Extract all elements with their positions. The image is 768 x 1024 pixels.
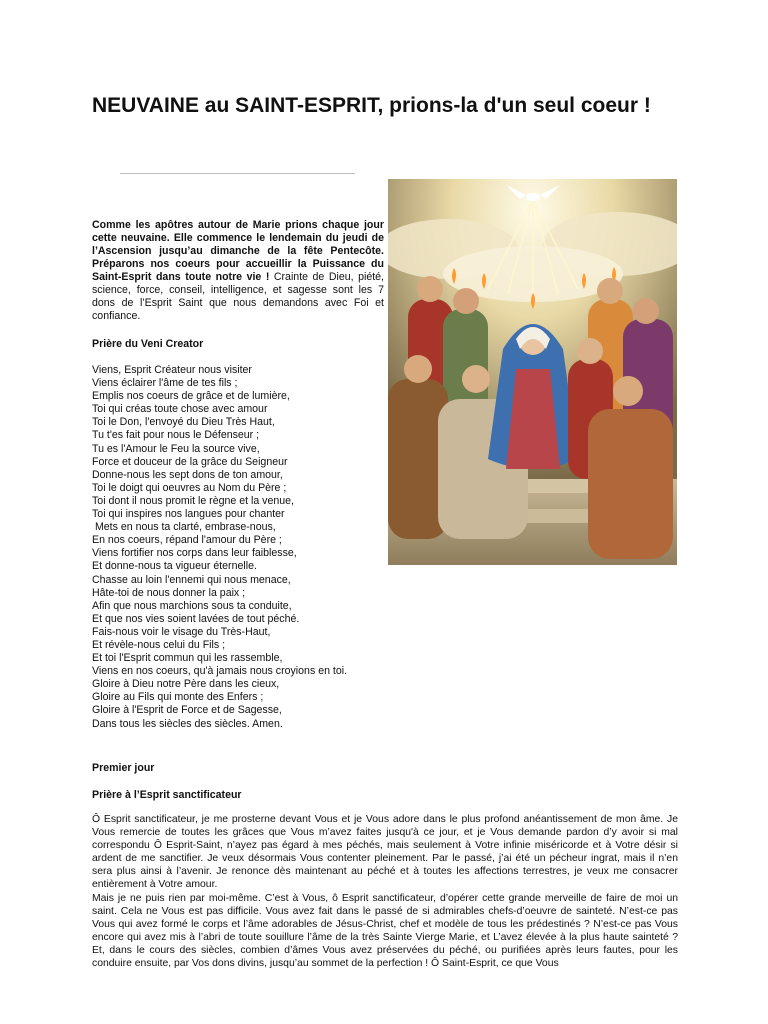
day-heading: Premier jour — [92, 762, 155, 774]
prayer-paragraph: Mais je ne puis rien par moi-même. C’est à Vous, ô Esprit sanctificateur, d’opérer cette grande merveille de faire de moi un saint. Cela ne Vous est pas difficile. Vous avez fait dans le passé de si admirables chefs-d’oeuvre de sainteté. N’est-ce pas Vous qui avez formé le corps et l’âme adorables de Jésus-Christ, chef et modèle de tous les prédestinés ? N’est-ce pas Vous encore qui avez mis à l’abri de toute souillure l’âme de la très Sainte Vierge Marie, et L’avez élevée à la plus haute sainteté ? Et, dans le cours des siècles, combien d’âmes Vous avez préservées du péché, ou purifiées après leurs fautes, pour les conduire ensuite, par Vos dons divins, jusqu’au sommet de la perfection ! Ô Saint-Esprit, ce que Vous — [92, 892, 678, 970]
hymn-line: Viens fortifier nos corps dans leur faiblesse, — [92, 547, 297, 560]
veni-creator-hymn — [92, 364, 384, 731]
intro-block — [92, 219, 384, 323]
hymn-line: Tu t'es fait pour nous le Défenseur ; — [92, 429, 260, 442]
veni-creator-heading: Prière du Veni Creator — [92, 338, 204, 350]
hymn-line: Donne-nous les sept dons de ton amour, — [92, 468, 283, 481]
hymn-line: Et donne-nous ta vigueur éternelle. — [92, 560, 257, 573]
pentecost-painting-icon — [388, 179, 677, 565]
prayer-paragraph: Ô Esprit sanctificateur, je me prosterne devant Vous et je Vous adore dans le plus profond anéantissement de mon âme. Je Vous remercie de toutes les grâces que Vous m’avez faites jusqu'à ce jour, et je Vous demande pardon d’y avoir si mal correspondu Ô Esprit-Saint, n’ayez pas égard à mes péchés, mais seulement à Votre infinie miséricorde et à Votre désir si ardent de me sanctifier. Je veux désormais Vous contenter pleinement. Par le passé, j’ai été un pécheur ingrat, mais il n’en sera plus ainsi à l’avenir. Je renonce dès maintenant au péché et à toutes les affections terrestres, je veux me consacrer entièrement à Votre amour. — [92, 814, 678, 891]
hymn-line: Gloire à Dieu notre Père dans les cieux, — [92, 678, 280, 691]
page-title: NEUVAINE au SAINT-ESPRIT, prions-la d'un seul coeur ! — [92, 94, 651, 117]
hymn-line: Et que nos vies soient lavées de tout péché. — [92, 612, 300, 625]
hymn-line: Toi dont il nous promit le règne et la venue, — [92, 494, 294, 507]
intro-regular-text: Crainte de Dieu, piété, science, force, conseil, intelligence, et sagesse sont les 7 dons de l’Esprit Saint que nous demandons avec Foi et confiance. — [92, 271, 384, 322]
title-divider — [120, 173, 355, 174]
prayer-heading: Prière à l’Esprit sanctificateur — [92, 789, 242, 801]
hymn-line: Emplis nos coeurs de grâce et de lumière, — [92, 390, 290, 403]
hymn-line: Et révèle-nous celui du Fils ; — [92, 638, 226, 651]
hymn-line: Toi qui inspires nos langues pour chanter — [92, 508, 285, 521]
prayer-body — [92, 813, 678, 970]
intro-paragraph — [92, 219, 384, 323]
hymn-line: Afin que nous marchions sous ta conduite, — [92, 599, 292, 612]
hymn-line: Toi le doigt qui oeuvres au Nom du Père ; — [92, 481, 287, 494]
hymn-line: Fais-nous voir le visage du Très-Haut, — [92, 625, 271, 638]
hymn-line: En nos coeurs, répand l'amour du Père ; — [92, 534, 282, 547]
hymn-line: Force et douceur de la grâce du Seigneur — [92, 455, 288, 468]
hymn-line: Viens éclairer l'âme de tes fils ; — [92, 377, 238, 390]
hymn-line: Hâte-toi de nous donner la paix ; — [92, 586, 246, 599]
hymn-line: Tu es l'Amour le Feu la source vive, — [92, 442, 260, 455]
hymn-line: Toi qui créas toute chose avec amour — [92, 403, 268, 416]
hymn-line: Gloire au Fils qui monte des Enfers ; — [92, 691, 264, 704]
hymn-line: Viens, Esprit Créateur nous visiter — [92, 364, 252, 376]
hymn-line: Dans tous les siècles des siècles. Amen. — [92, 717, 283, 730]
hymn-line: Chasse au loin l'ennemi qui nous menace, — [92, 573, 291, 586]
hymn-line: Mets en nous ta clarté, embrase-nous, — [92, 521, 276, 534]
hymn-line: Gloire à l'Esprit de Force et de Sagesse, — [92, 704, 282, 717]
pentecost-image — [388, 179, 677, 565]
hymn-line: Toi le Don, l'envoyé du Dieu Très Haut, — [92, 416, 275, 429]
hymn-line: Viens en nos coeurs, qu'à jamais nous croyions en toi. — [92, 665, 348, 678]
hymn-line: Et toi l'Esprit commun qui les rassemble, — [92, 652, 283, 665]
intro-bold-text: Comme les apôtres autour de Marie prions chaque jour cette neuvaine. Elle commence le lendemain du jeudi de l’Ascension jusqu’au dimanche de la fête Pentecôte. Préparons nos coeurs pour accueillir la Puissance du Saint-Esprit dans toute notre vie ! — [92, 219, 384, 283]
